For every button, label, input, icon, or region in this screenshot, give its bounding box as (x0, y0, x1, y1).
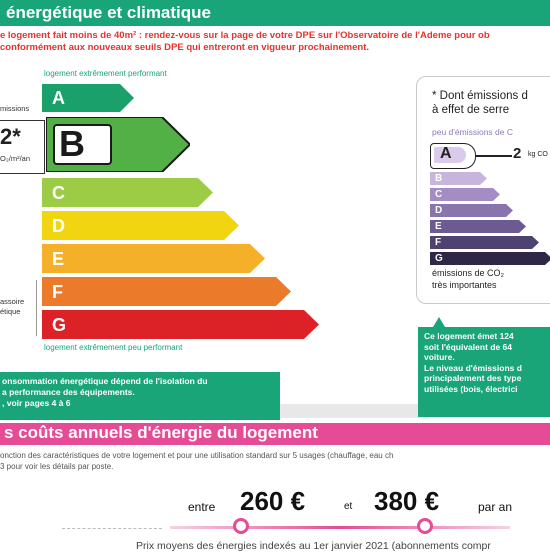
ghg-current-unit: kg CO (528, 151, 548, 158)
callout-right-line5: principalement des type (424, 373, 522, 383)
ghg-subtitle: peu d'émissions de C (432, 127, 513, 137)
word-entre: entre (188, 500, 216, 514)
ghg-title-line1: * Dont émissions d (432, 90, 528, 102)
callout-right-line6: utilisées (bois, électrici (424, 383, 518, 394)
side-label-1: assoire (0, 297, 25, 306)
current-value-unit: O₂/m²/an (0, 154, 30, 163)
energy-bar-b (46, 117, 190, 172)
ghg-bar-letter-f: F (435, 237, 442, 248)
ghg-bar-letter-c: C (435, 189, 443, 200)
scale-bottom-label: logement extrêmement peu performant (44, 343, 183, 352)
header-note-line2: conformément aux nouveaux seuils DPE qui entreront en vigueur prochainement. (0, 42, 369, 53)
callout-right-line2: soit l'équivalent de 64 (424, 341, 512, 352)
energy-bar-letter-c: C (52, 183, 65, 203)
callout-left-line2: a performance des équipements. (2, 387, 135, 397)
ghg-pointer-line (476, 155, 512, 157)
cost-max-marker (417, 518, 433, 534)
energy-bar-letter-b: B (59, 123, 85, 164)
emissions-info-callout (418, 327, 550, 417)
callout-right-line4: Le niveau d'émissions d (424, 362, 522, 373)
section-title: énergétique et climatique (6, 3, 211, 22)
energy-bar-e (42, 244, 265, 273)
energy-bar-letter-a: A (52, 88, 65, 108)
cost-min-marker (233, 518, 249, 534)
energy-bar-f (42, 277, 291, 306)
side-label-2: étique (0, 307, 21, 316)
ghg-bar-letter-d: D (435, 205, 443, 216)
consumption-info-callout (0, 372, 280, 420)
costs-footer: Prix moyens des énergies indexés au 1er janvier 2021 (abonnements compr (136, 540, 491, 552)
callout-pointer (433, 317, 445, 327)
energy-bar-d (42, 211, 239, 240)
emissions-side-label: missions (0, 104, 30, 113)
callout-right-line3: voiture. (424, 352, 455, 362)
energy-bar-a (42, 84, 134, 112)
ghg-bar-letter-e: E (435, 221, 442, 232)
energy-bar-g (42, 310, 319, 339)
ghg-bar-letter-g: G (435, 253, 443, 264)
ghg-current-value: 2 (513, 145, 522, 162)
energy-bar-letter-d: D (52, 216, 65, 236)
costs-desc-line2: 3 pour voir les détails par poste. (0, 462, 114, 471)
word-et: et (344, 501, 353, 512)
energy-bar-letter-g: G (52, 315, 67, 335)
header-note-line1: e logement fait moins de 40m² : rendez-vous sur la page de votre DPE sur l'Observatoire de l'Ademe pour ob (0, 30, 490, 41)
ghg-bottom-label-1: émissions de CO₂ (432, 268, 505, 278)
cost-dash-left (62, 528, 162, 530)
scale-top-label: logement extrêmement performant (44, 69, 167, 78)
cost-range-bar (170, 526, 510, 529)
callout-left-line3: , voir pages 4 à 6 (2, 398, 71, 408)
ghg-title-line2: à effet de serre (432, 104, 510, 116)
word-par-an: par an (478, 500, 513, 514)
costs-title: s coûts annuels d'énergie du logement (4, 423, 318, 442)
energy-bar-letter-f: F (52, 282, 63, 302)
costs-desc-line1: onction des caractéristiques de votre logement et pour une utilisation standard sur 5 usages (chauffage, eau ch (0, 451, 394, 460)
energy-bar-c (42, 178, 213, 207)
callout-right-line1: Ce logement émet 124 (424, 331, 514, 341)
cost-max: 380 € (374, 486, 440, 516)
current-value: 2* (0, 124, 21, 149)
scale-side-divider (36, 280, 37, 336)
ghg-bar-letter-b: B (435, 173, 443, 184)
cost-min: 260 € (240, 486, 306, 516)
ghg-bottom-label-2: très importantes (432, 280, 497, 290)
callout-left-line1: onsommation énergétique dépend de l'isolation du (2, 376, 208, 386)
energy-bar-letter-e: E (52, 249, 65, 269)
ghg-current-letter: A (440, 145, 452, 162)
